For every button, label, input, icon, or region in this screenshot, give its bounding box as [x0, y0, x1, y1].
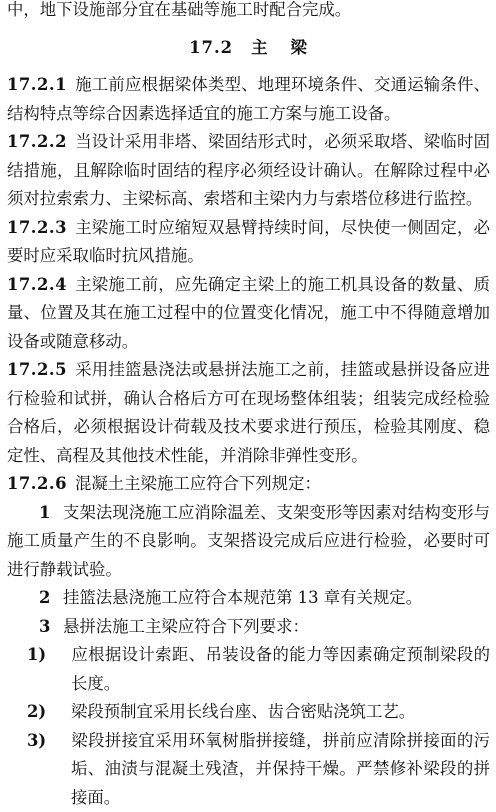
clause-number: 17.2.3	[7, 214, 75, 243]
clause-text: 当设计采用非塔、梁固结形式时，必须采取塔、梁临时固结措施，且解除临时固结的程序必须经设计确认。在解除过程中必须对拉索索力、主梁标高、索塔和主梁内力与索塔位移进行监控。	[7, 132, 490, 208]
clause-17-2-1	[7, 71, 490, 128]
item-text: 挂篮法悬浇施工应符合本规范第 13 章有关规定。	[63, 588, 422, 607]
sub-item-text: 梁段拼接宜采用环氧树脂拼接缝，拼前应清除拼接面的污垢、油渍与混凝土残渣，并保持干燥。严禁修补梁段的拼接面。	[71, 731, 490, 807]
list-item-1	[7, 499, 490, 585]
sub-item-2	[7, 698, 490, 727]
clause-text: 主梁施工时应缩短双悬臂持续时间，尽快使一侧固定，必要时应采取临时抗风措施。	[7, 218, 490, 266]
continued-paragraph: 中，地下设施部分宜在基础等施工时配合完成。	[7, 0, 490, 25]
sub-item-number: 2)	[27, 698, 71, 727]
sub-item-number: 1)	[27, 641, 71, 670]
sub-item-1	[7, 641, 490, 698]
sub-item-3	[7, 727, 490, 812]
item-text: 支架法现浇施工应消除温差、支架变形等因素对结构变形与施工质量产生的不良影响。支架搭设完成后应进行检验，必要时可进行静载试验。	[7, 503, 490, 579]
clause-text: 混凝土主梁施工应符合下列规定：	[75, 474, 321, 493]
list-item-3	[7, 613, 490, 642]
clause-text: 主梁施工前，应先确定主梁上的施工机具设备的数量、质量、位置及其在施工过程中的位置变化情况，施工中不得随意增加设备或随意移动。	[7, 275, 490, 351]
item-number: 1	[39, 499, 63, 528]
section-title-word-2: 梁	[290, 38, 307, 57]
clause-text: 采用挂篮悬浇法或悬拼法施工之前，挂篮或悬拼设备应进行检验和试拼，确认合格后方可在现场整体组装；组装完成经检验合格后，必须根据设计荷载及技术要求进行预压，检验其刚度、稳定性、高程及其他技术性能，并消除非弹性变形。	[7, 360, 490, 465]
section-heading	[7, 34, 490, 63]
clause-17-2-6	[7, 470, 490, 499]
list-item-2	[7, 584, 490, 613]
clause-number: 17.2.5	[7, 356, 75, 385]
clause-number: 17.2.1	[7, 71, 75, 100]
section-number: 17.2	[189, 38, 233, 57]
clause-17-2-2	[7, 128, 490, 214]
clause-17-2-5	[7, 356, 490, 470]
sub-item-number: 3)	[27, 727, 71, 756]
clause-17-2-4	[7, 271, 490, 357]
item-number: 2	[39, 584, 63, 613]
sub-item-text: 梁段预制宜采用长线台座、齿合密贴浇筑工艺。	[71, 702, 415, 721]
clause-text: 施工前应根据梁体类型、地理环境条件、交通运输条件、结构特点等综合因素选择适宜的施工方案与施工设备。	[7, 75, 490, 123]
item-text: 悬拼法施工主梁应符合下列要求：	[63, 617, 309, 636]
clause-number: 17.2.4	[7, 271, 75, 300]
clause-number: 17.2.2	[7, 128, 75, 157]
sub-item-text: 应根据设计索距、吊装设备的能力等因素确定预制梁段的长度。	[71, 645, 490, 693]
section-title-word-1: 主	[251, 38, 268, 57]
clause-17-2-3	[7, 214, 490, 271]
item-number: 3	[39, 613, 63, 642]
clause-number: 17.2.6	[7, 470, 75, 499]
